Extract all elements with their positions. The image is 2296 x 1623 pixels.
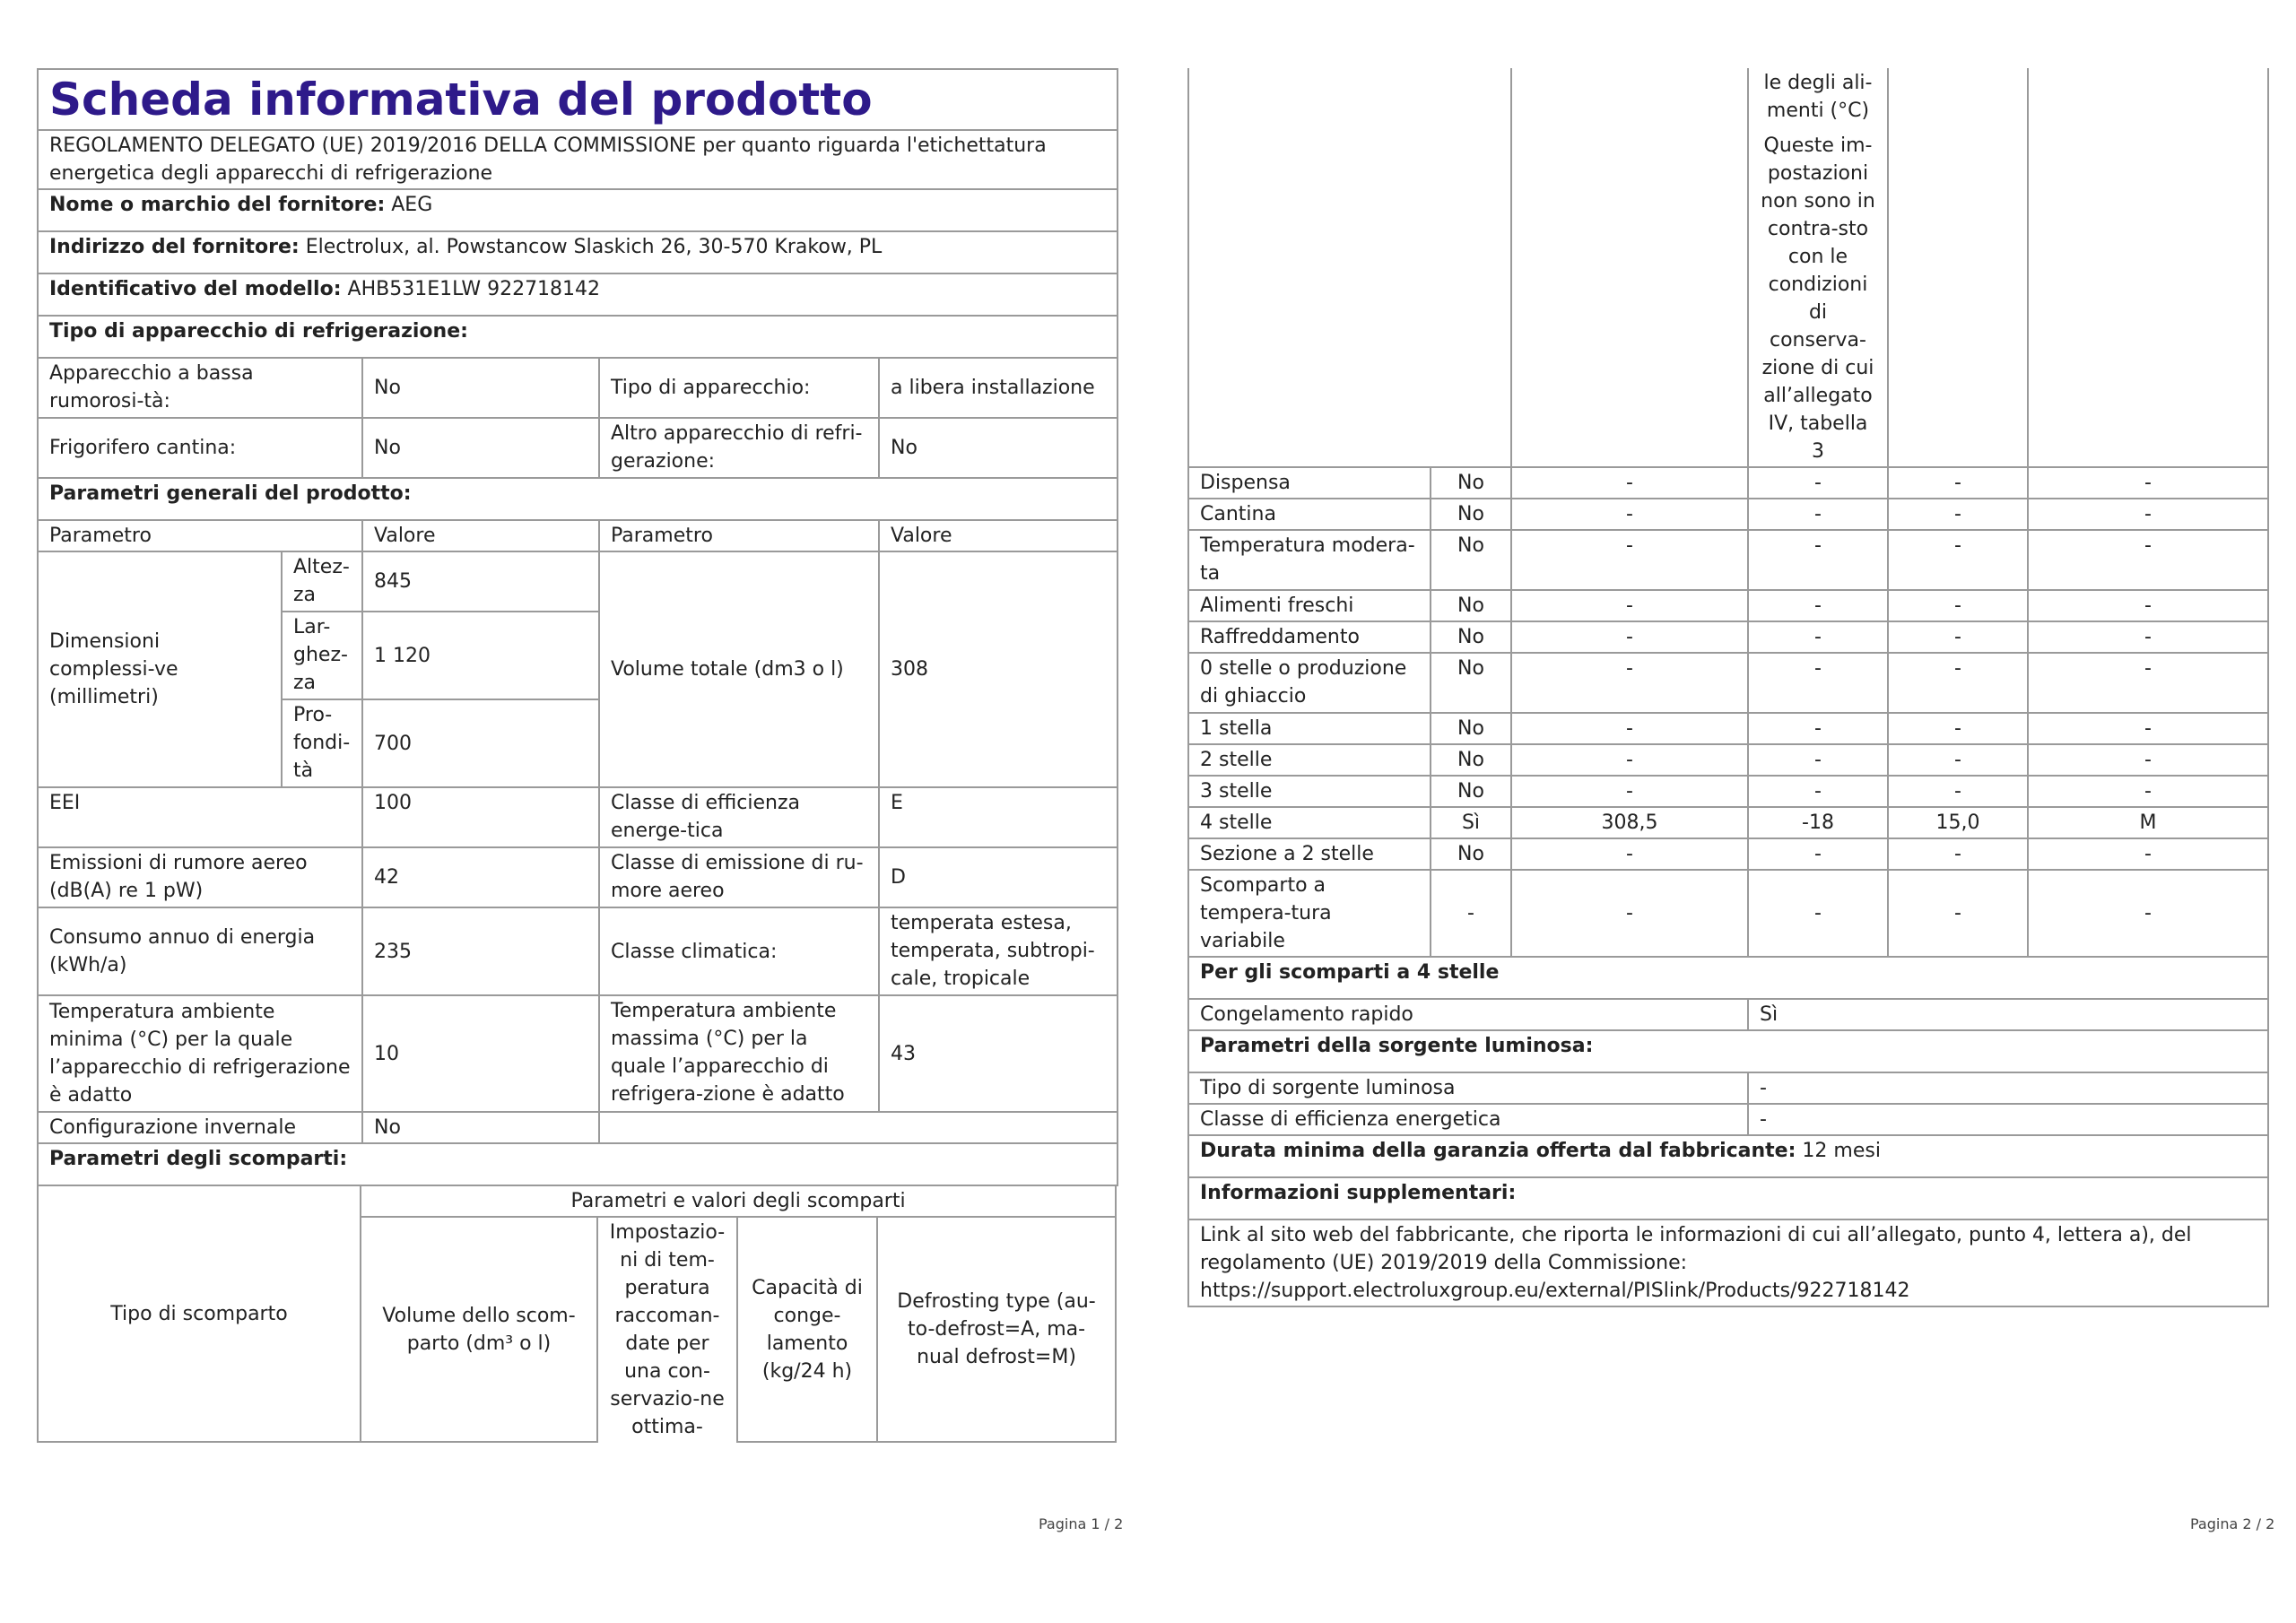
light-source-header: Parametri della sorgente luminosa: bbox=[1188, 1030, 2268, 1072]
energy-class-value: E bbox=[879, 787, 1118, 847]
compartment-defrost: - bbox=[2028, 621, 2268, 653]
compartment-freezing: - bbox=[1888, 776, 2028, 807]
address-label: Indirizzo del fornitore: bbox=[49, 236, 300, 258]
compartment-row bbox=[1188, 870, 2268, 957]
compartment-present: No bbox=[1431, 530, 1511, 590]
compartment-freezing-header: Capacità di conge-lamento (kg/24 h) bbox=[737, 1217, 877, 1442]
light-type-value: - bbox=[1748, 1072, 2268, 1104]
height-label: Altez-za bbox=[282, 551, 362, 612]
compartment-name: 2 stelle bbox=[1188, 744, 1431, 776]
compartment-defrost-header: Defrosting type (au-to-defrost=A, ma-nual defrost=M) bbox=[877, 1217, 1116, 1442]
continuation-blank bbox=[1188, 68, 1511, 467]
compartment-freezing: - bbox=[1888, 870, 2028, 957]
compartment-temp: -18 bbox=[1748, 807, 1888, 838]
continuation-volume-cell bbox=[1511, 68, 1748, 467]
compartment-temp: - bbox=[1748, 499, 1888, 530]
compartment-temp: - bbox=[1748, 776, 1888, 807]
compartment-freezing: - bbox=[1888, 590, 2028, 621]
compartment-volume: - bbox=[1511, 653, 1748, 713]
compartments-header: Parametri degli scomparti: bbox=[38, 1143, 1118, 1185]
compartment-name: 4 stelle bbox=[1188, 807, 1431, 838]
total-volume-value: 308 bbox=[879, 551, 1118, 787]
compartment-name: Temperatura modera-ta bbox=[1188, 530, 1431, 590]
model-row bbox=[38, 273, 1118, 316]
noise-label: Emissioni di rumore aereo (dB(A) re 1 pW) bbox=[38, 847, 362, 907]
supplier-row bbox=[38, 189, 1118, 231]
compartment-name: Raffreddamento bbox=[1188, 621, 1431, 653]
compartment-freezing: 15,0 bbox=[1888, 807, 2028, 838]
compartment-freezing: - bbox=[1888, 621, 2028, 653]
empty-cell bbox=[599, 1112, 1118, 1143]
compartment-row bbox=[1188, 838, 2268, 870]
address-row bbox=[38, 231, 1118, 273]
manufacturer-link[interactable]: https://support.electroluxgroup.eu/external/PISlink/Products/922718142 bbox=[1200, 1280, 1910, 1302]
supplier-value: AEG bbox=[391, 194, 433, 216]
compartment-row bbox=[1188, 744, 2268, 776]
compartment-name: 1 stella bbox=[1188, 713, 1431, 744]
compartment-freezing: - bbox=[1888, 653, 2028, 713]
appliance-type-value: a libera installazione bbox=[879, 358, 1118, 418]
page-footer-1: Pagina 1 / 2 bbox=[1039, 1515, 1124, 1532]
compartment-name: Dispensa bbox=[1188, 467, 1431, 499]
compartment-defrost: - bbox=[2028, 467, 2268, 499]
compartment-row bbox=[1188, 530, 2268, 590]
compartment-temp-header: Impostazio-ni di tem-peratura raccoman-date per una con-servazio-ne ottima- bbox=[597, 1217, 737, 1442]
compartment-volume: - bbox=[1511, 838, 1748, 870]
compartment-present: No bbox=[1431, 499, 1511, 530]
compartment-volume: - bbox=[1511, 776, 1748, 807]
compartment-row bbox=[1188, 499, 2268, 530]
compartment-rows bbox=[1188, 467, 2268, 957]
compartment-volume: - bbox=[1511, 530, 1748, 590]
compartment-temp: - bbox=[1748, 467, 1888, 499]
compartment-volume-header: Volume dello scom-parto (dm³ o l) bbox=[361, 1217, 597, 1442]
compartment-row bbox=[1188, 590, 2268, 621]
compartment-temp: - bbox=[1748, 713, 1888, 744]
min-ambient-temp-label: Temperatura ambiente minima (°C) per la quale l’apparecchio di refrigerazione è adatto bbox=[38, 995, 362, 1112]
compartment-temp: - bbox=[1748, 870, 1888, 957]
eei-label: EEI bbox=[38, 787, 362, 847]
low-noise-label: Apparecchio a bassa rumorosi-tà: bbox=[38, 358, 362, 418]
page-footer-2: Pagina 2 / 2 bbox=[2190, 1515, 2275, 1532]
continuation-temp-cell bbox=[1748, 68, 1888, 467]
compartment-temp: - bbox=[1748, 590, 1888, 621]
max-ambient-temp-value: 43 bbox=[879, 995, 1118, 1112]
total-volume-label: Volume totale (dm3 o l) bbox=[599, 551, 879, 787]
compartment-volume: - bbox=[1511, 713, 1748, 744]
model-value: AHB531E1LW 922718142 bbox=[347, 278, 601, 300]
max-ambient-temp-label: Temperatura ambiente massima (°C) per la quale l’apparecchio di refrigera-zione è adatto bbox=[599, 995, 879, 1112]
compartment-present: No bbox=[1431, 653, 1511, 713]
noise-class-value: D bbox=[879, 847, 1118, 907]
compartment-name: Sezione a 2 stelle bbox=[1188, 838, 1431, 870]
temp-header-note: Queste im-postazioni non sono in contra-sto con le condizioni di conserva-zione di cui all’allegato IV, tabella 3 bbox=[1761, 135, 1875, 463]
continuation-freezing-cell bbox=[1888, 68, 2028, 467]
height-value: 845 bbox=[362, 551, 599, 612]
compartment-defrost: - bbox=[2028, 590, 2268, 621]
compartment-temp: - bbox=[1748, 744, 1888, 776]
compartment-present: No bbox=[1431, 838, 1511, 870]
compartment-defrost: - bbox=[2028, 713, 2268, 744]
wine-cooler-value: No bbox=[362, 418, 599, 478]
climate-class-label: Classe climatica: bbox=[599, 907, 879, 995]
other-appliance-label: Altro apparecchio di refri-gerazione: bbox=[599, 418, 879, 478]
compartments-header-table bbox=[37, 1185, 1117, 1443]
compartment-present: Sì bbox=[1431, 807, 1511, 838]
width-label: Lar-ghez-za bbox=[282, 612, 362, 699]
temp-header-continuation: le degli ali-menti (°C) bbox=[1763, 72, 1873, 122]
energy-consumption-value: 235 bbox=[362, 907, 599, 995]
compartment-row bbox=[1188, 467, 2268, 499]
compartment-defrost: - bbox=[2028, 838, 2268, 870]
dimensions-label: Dimensioni complessi-ve (millimetri) bbox=[38, 551, 282, 787]
appliance-type-header: Tipo di apparecchio di refrigerazione: bbox=[38, 316, 1118, 358]
continuation-defrost-cell bbox=[2028, 68, 2268, 467]
energy-class-label: Classe di efficienza energe-tica bbox=[599, 787, 879, 847]
extra-info-header: Informazioni supplementari: bbox=[1188, 1177, 2268, 1219]
compartment-present: No bbox=[1431, 713, 1511, 744]
compartment-volume: - bbox=[1511, 467, 1748, 499]
manufacturer-link-row bbox=[1188, 1219, 2268, 1306]
energy-consumption-label: Consumo annuo di energia (kWh/a) bbox=[38, 907, 362, 995]
compartment-defrost: - bbox=[2028, 870, 2268, 957]
compartment-freezing: - bbox=[1888, 530, 2028, 590]
param-column-header: Parametro bbox=[38, 520, 362, 551]
compartment-volume: - bbox=[1511, 621, 1748, 653]
compartment-freezing: - bbox=[1888, 744, 2028, 776]
manufacturer-link-text: Link al sito web del fabbricante, che riporta le informazioni di cui all’allegato, punto 4, lettera a), del regolamento (UE) 2019/2019 della Commissione: bbox=[1200, 1224, 2192, 1274]
compartment-present: No bbox=[1431, 776, 1511, 807]
regulation-text: REGOLAMENTO DELEGATO (UE) 2019/2016 DELLA COMMISSIONE per quanto riguarda l'etichettatura energetica degli apparecchi di refrigerazione bbox=[38, 130, 1118, 189]
noise-class-label: Classe di emissione di ru-more aereo bbox=[599, 847, 879, 907]
compartment-row bbox=[1188, 776, 2268, 807]
winter-setting-label: Configurazione invernale bbox=[38, 1112, 362, 1143]
value-column-header: Valore bbox=[362, 520, 599, 551]
compartment-freezing: - bbox=[1888, 499, 2028, 530]
product-info-table bbox=[37, 68, 1118, 1186]
compartment-freezing: - bbox=[1888, 838, 2028, 870]
light-class-value: - bbox=[1748, 1104, 2268, 1135]
fast-freeze-label: Congelamento rapido bbox=[1188, 999, 1748, 1030]
eei-value: 100 bbox=[362, 787, 599, 847]
supplier-label: Nome o marchio del fornitore: bbox=[49, 194, 386, 216]
other-appliance-value: No bbox=[879, 418, 1118, 478]
depth-label: Pro-fondi-tà bbox=[282, 699, 362, 787]
value-column-header-2: Valore bbox=[879, 520, 1118, 551]
compartment-defrost: M bbox=[2028, 807, 2268, 838]
winter-setting-value: No bbox=[362, 1112, 599, 1143]
compartment-defrost: - bbox=[2028, 744, 2268, 776]
noise-value: 42 bbox=[362, 847, 599, 907]
appliance-type-label: Tipo di apparecchio: bbox=[599, 358, 879, 418]
compartment-defrost: - bbox=[2028, 776, 2268, 807]
four-star-header: Per gli scomparti a 4 stelle bbox=[1188, 957, 2268, 999]
page-title: Scheda informativa del prodotto bbox=[38, 69, 1118, 130]
compartment-row bbox=[1188, 713, 2268, 744]
compartment-present: - bbox=[1431, 870, 1511, 957]
compartment-volume: - bbox=[1511, 870, 1748, 957]
compartment-row bbox=[1188, 621, 2268, 653]
compartment-name: 0 stelle o produzione di ghiaccio bbox=[1188, 653, 1431, 713]
compartment-row bbox=[1188, 807, 2268, 838]
compartment-name: Scomparto a tempera-tura variabile bbox=[1188, 870, 1431, 957]
model-label: Identificativo del modello: bbox=[49, 278, 342, 300]
compartment-present: No bbox=[1431, 621, 1511, 653]
compartment-present: No bbox=[1431, 467, 1511, 499]
compartment-volume: 308,5 bbox=[1511, 807, 1748, 838]
compartment-present: No bbox=[1431, 590, 1511, 621]
compartment-volume: - bbox=[1511, 744, 1748, 776]
page-2 bbox=[1187, 68, 2267, 1307]
warranty-label: Durata minima della garanzia offerta dal fabbricante: bbox=[1200, 1140, 1796, 1162]
general-params-header: Parametri generali del prodotto: bbox=[38, 478, 1118, 520]
light-type-label: Tipo di sorgente luminosa bbox=[1188, 1072, 1748, 1104]
compartment-volume: - bbox=[1511, 590, 1748, 621]
fast-freeze-value: Sì bbox=[1748, 999, 2268, 1030]
compartment-temp: - bbox=[1748, 653, 1888, 713]
compartment-temp: - bbox=[1748, 838, 1888, 870]
address-value: Electrolux, al. Powstancow Slaskich 26, 30-570 Krakow, PL bbox=[305, 236, 883, 258]
wine-cooler-label: Frigorifero cantina: bbox=[38, 418, 362, 478]
compartment-freezing: - bbox=[1888, 467, 2028, 499]
warranty-row bbox=[1188, 1135, 2268, 1177]
compartment-params-header: Parametri e valori degli scomparti bbox=[361, 1185, 1116, 1217]
depth-value: 700 bbox=[362, 699, 599, 787]
compartment-defrost: - bbox=[2028, 530, 2268, 590]
warranty-value: 12 mesi bbox=[1802, 1140, 1881, 1162]
compartment-present: No bbox=[1431, 744, 1511, 776]
page-1 bbox=[37, 68, 1117, 1443]
compartments-table bbox=[1187, 68, 2269, 1307]
compartment-name: 3 stelle bbox=[1188, 776, 1431, 807]
compartment-name: Cantina bbox=[1188, 499, 1431, 530]
low-noise-value: No bbox=[362, 358, 599, 418]
width-value: 1 120 bbox=[362, 612, 599, 699]
min-ambient-temp-value: 10 bbox=[362, 995, 599, 1112]
compartment-temp: - bbox=[1748, 621, 1888, 653]
climate-class-value: temperata estesa, temperata, subtropi-cale, tropicale bbox=[879, 907, 1118, 995]
light-class-label: Classe di efficienza energetica bbox=[1188, 1104, 1748, 1135]
compartment-freezing: - bbox=[1888, 713, 2028, 744]
compartment-volume: - bbox=[1511, 499, 1748, 530]
compartment-defrost: - bbox=[2028, 653, 2268, 713]
compartment-type-header: Tipo di scomparto bbox=[38, 1185, 361, 1442]
compartment-row bbox=[1188, 653, 2268, 713]
param-column-header-2: Parametro bbox=[599, 520, 879, 551]
compartment-defrost: - bbox=[2028, 499, 2268, 530]
compartment-name: Alimenti freschi bbox=[1188, 590, 1431, 621]
compartment-temp: - bbox=[1748, 530, 1888, 590]
